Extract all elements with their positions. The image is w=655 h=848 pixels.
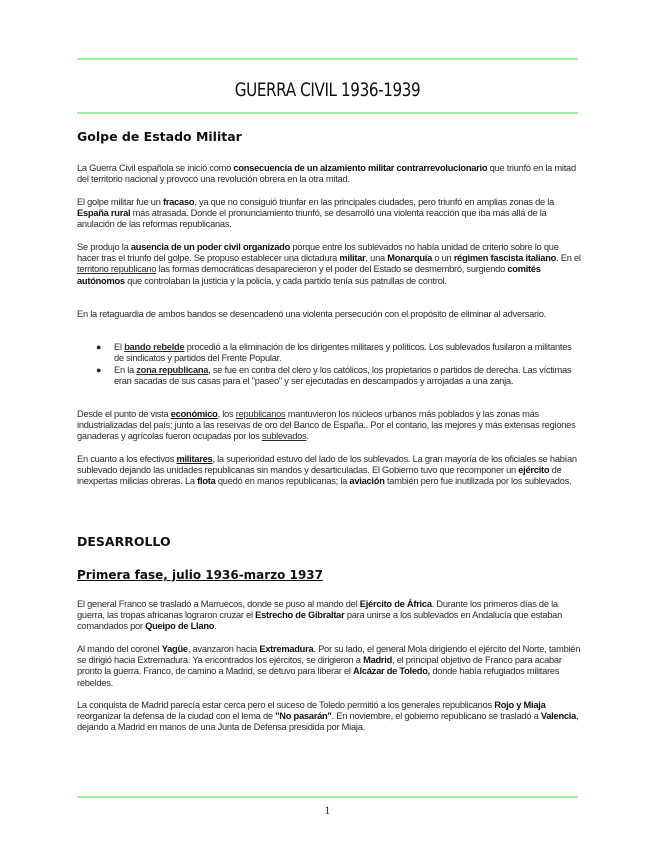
subheading-primera-fase: Primera fase, julio 1936-marzo 1937: [77, 568, 324, 582]
section-heading-golpe: Golpe de Estado Militar: [77, 129, 242, 144]
paragraph-6: En cuanto a los efectivos militares, la superioridad estuvo del lado de los sublevados. La gran mayoría de los oficiales se habían sublevado dejando las unidades republicanas sin mandos y desarticuladas. El Gobierno tuvo que recomponer un ejército de inexpertas milicias obreras. La flota quedó en manos republicanas; la aviación también pero fue inutilizada por los sublevados.: [77, 454, 577, 487]
paragraph-4: En la retaguardia de ambos bandos se desencadenó una violenta persecución con el propósito de eliminar al adversario.: [77, 309, 546, 319]
paragraph-7: El general Franco se trasladó a Marruecos, donde se puso al mando del Ejército de África. Durante los primeros días de la guerra, las tropas africanas lograron cruzar el Estrecho de Gibraltar para unirse a los sublevados en Andalucía que estaban comandados por Queipo de Llano.: [77, 599, 563, 632]
list-item-bando-rebelde: ● El bando rebelde procedió a la eliminación de los dirigentes militares y políticos. Los sublevados fusilaron a militantes de sindicatos y partidos del Frente Popular.: [96, 342, 572, 364]
title-rule: [77, 112, 578, 114]
bullet-icon: ●: [96, 342, 102, 352]
list-item-zona-republicana: ● En la zona republicana, se fue en contra del clero y los católicos, los propietarios o partidos de derecha. Las víctimas eran sacadas de sus casas para el "paseo" y ser ejecutadas en descampados y arrojadas a una zanja.: [96, 365, 572, 387]
paragraph-5: Desde el punto de vista económico, los republicanos mantuvieron los núcleos urbanos más poblados y las zonas más industrializadas del país; junto a las reservas de oro del Banco de España.. Por el contario, las mejores y más extensas regiones ganaderas y agrícolas fueron ocupadas por los sublevados.: [77, 409, 576, 442]
paragraph-2: El golpe militar fue un fracaso, ya que no consiguió triunfar en las principales ciudades, pero triunfó en amplias zonas de la España rural más atrasada. Donde el pronunciamiento triunfó, se desarrolló una violenta reacción que iba más allá de la anulación de las reformas republicanas.: [77, 197, 555, 230]
paragraph-1: La Guerra Civil española se inició como consecuencia de un alzamiento militar contrarrevolucionario que triunfó en la mitad del territorio nacional y provocó una revolución obrera en la otra mitad.: [77, 163, 576, 185]
paragraph-9: La conquista de Madrid parecía estar cerca pero el suceso de Toledo permitió a los generales republicanos Rojo y Miaja reorganizar la defensa de la ciudad con el lema de "No pasarán". En noviembre, el gobierno republicano se trasladó a Valencia, dejando a Madrid en manos de una Junta de Defensa presidida por Miaja.: [77, 700, 579, 733]
bottom-rule: [77, 796, 578, 798]
bullet-icon: ●: [96, 365, 102, 375]
top-rule: [77, 58, 578, 60]
page-number: 1: [324, 806, 331, 817]
page-title: GUERRA CIVIL 1936-1939: [234, 79, 421, 101]
section-heading-desarrollo: DESARROLLO: [77, 534, 171, 549]
paragraph-8: Al mando del coronel Yagüe, avanzaron hacia Extremadura. Por su lado, el general Mola dirigiendo el ejército del Norte, también se dirigió hacia Extremadura. Ya encontrados los ejércitos, se dirigieron a Madrid, el principal objetivo de Franco para acabar pronto la guerra. Franco, de camino a Madrid, se detuvo para liberar el Alcázar de Toledo, donde había refugiados militares rebeldes.: [77, 644, 581, 688]
paragraph-3: Se produjo la ausencia de un poder civil organizado porque entre los sublevados no había unidad de criterio sobre lo que hacer tras el triunfo del golpe. Se propuso establecer una dictadura militar, una Monarquía o un régimen fascista italiano. En el territorio republicano las formas democráticas desaparecieron y el poder del Estado se desmembró, surgiendo comités autónomos que controlaban la justicia y la policía, y cada partido tenía sus patrullas de control.: [77, 242, 581, 286]
